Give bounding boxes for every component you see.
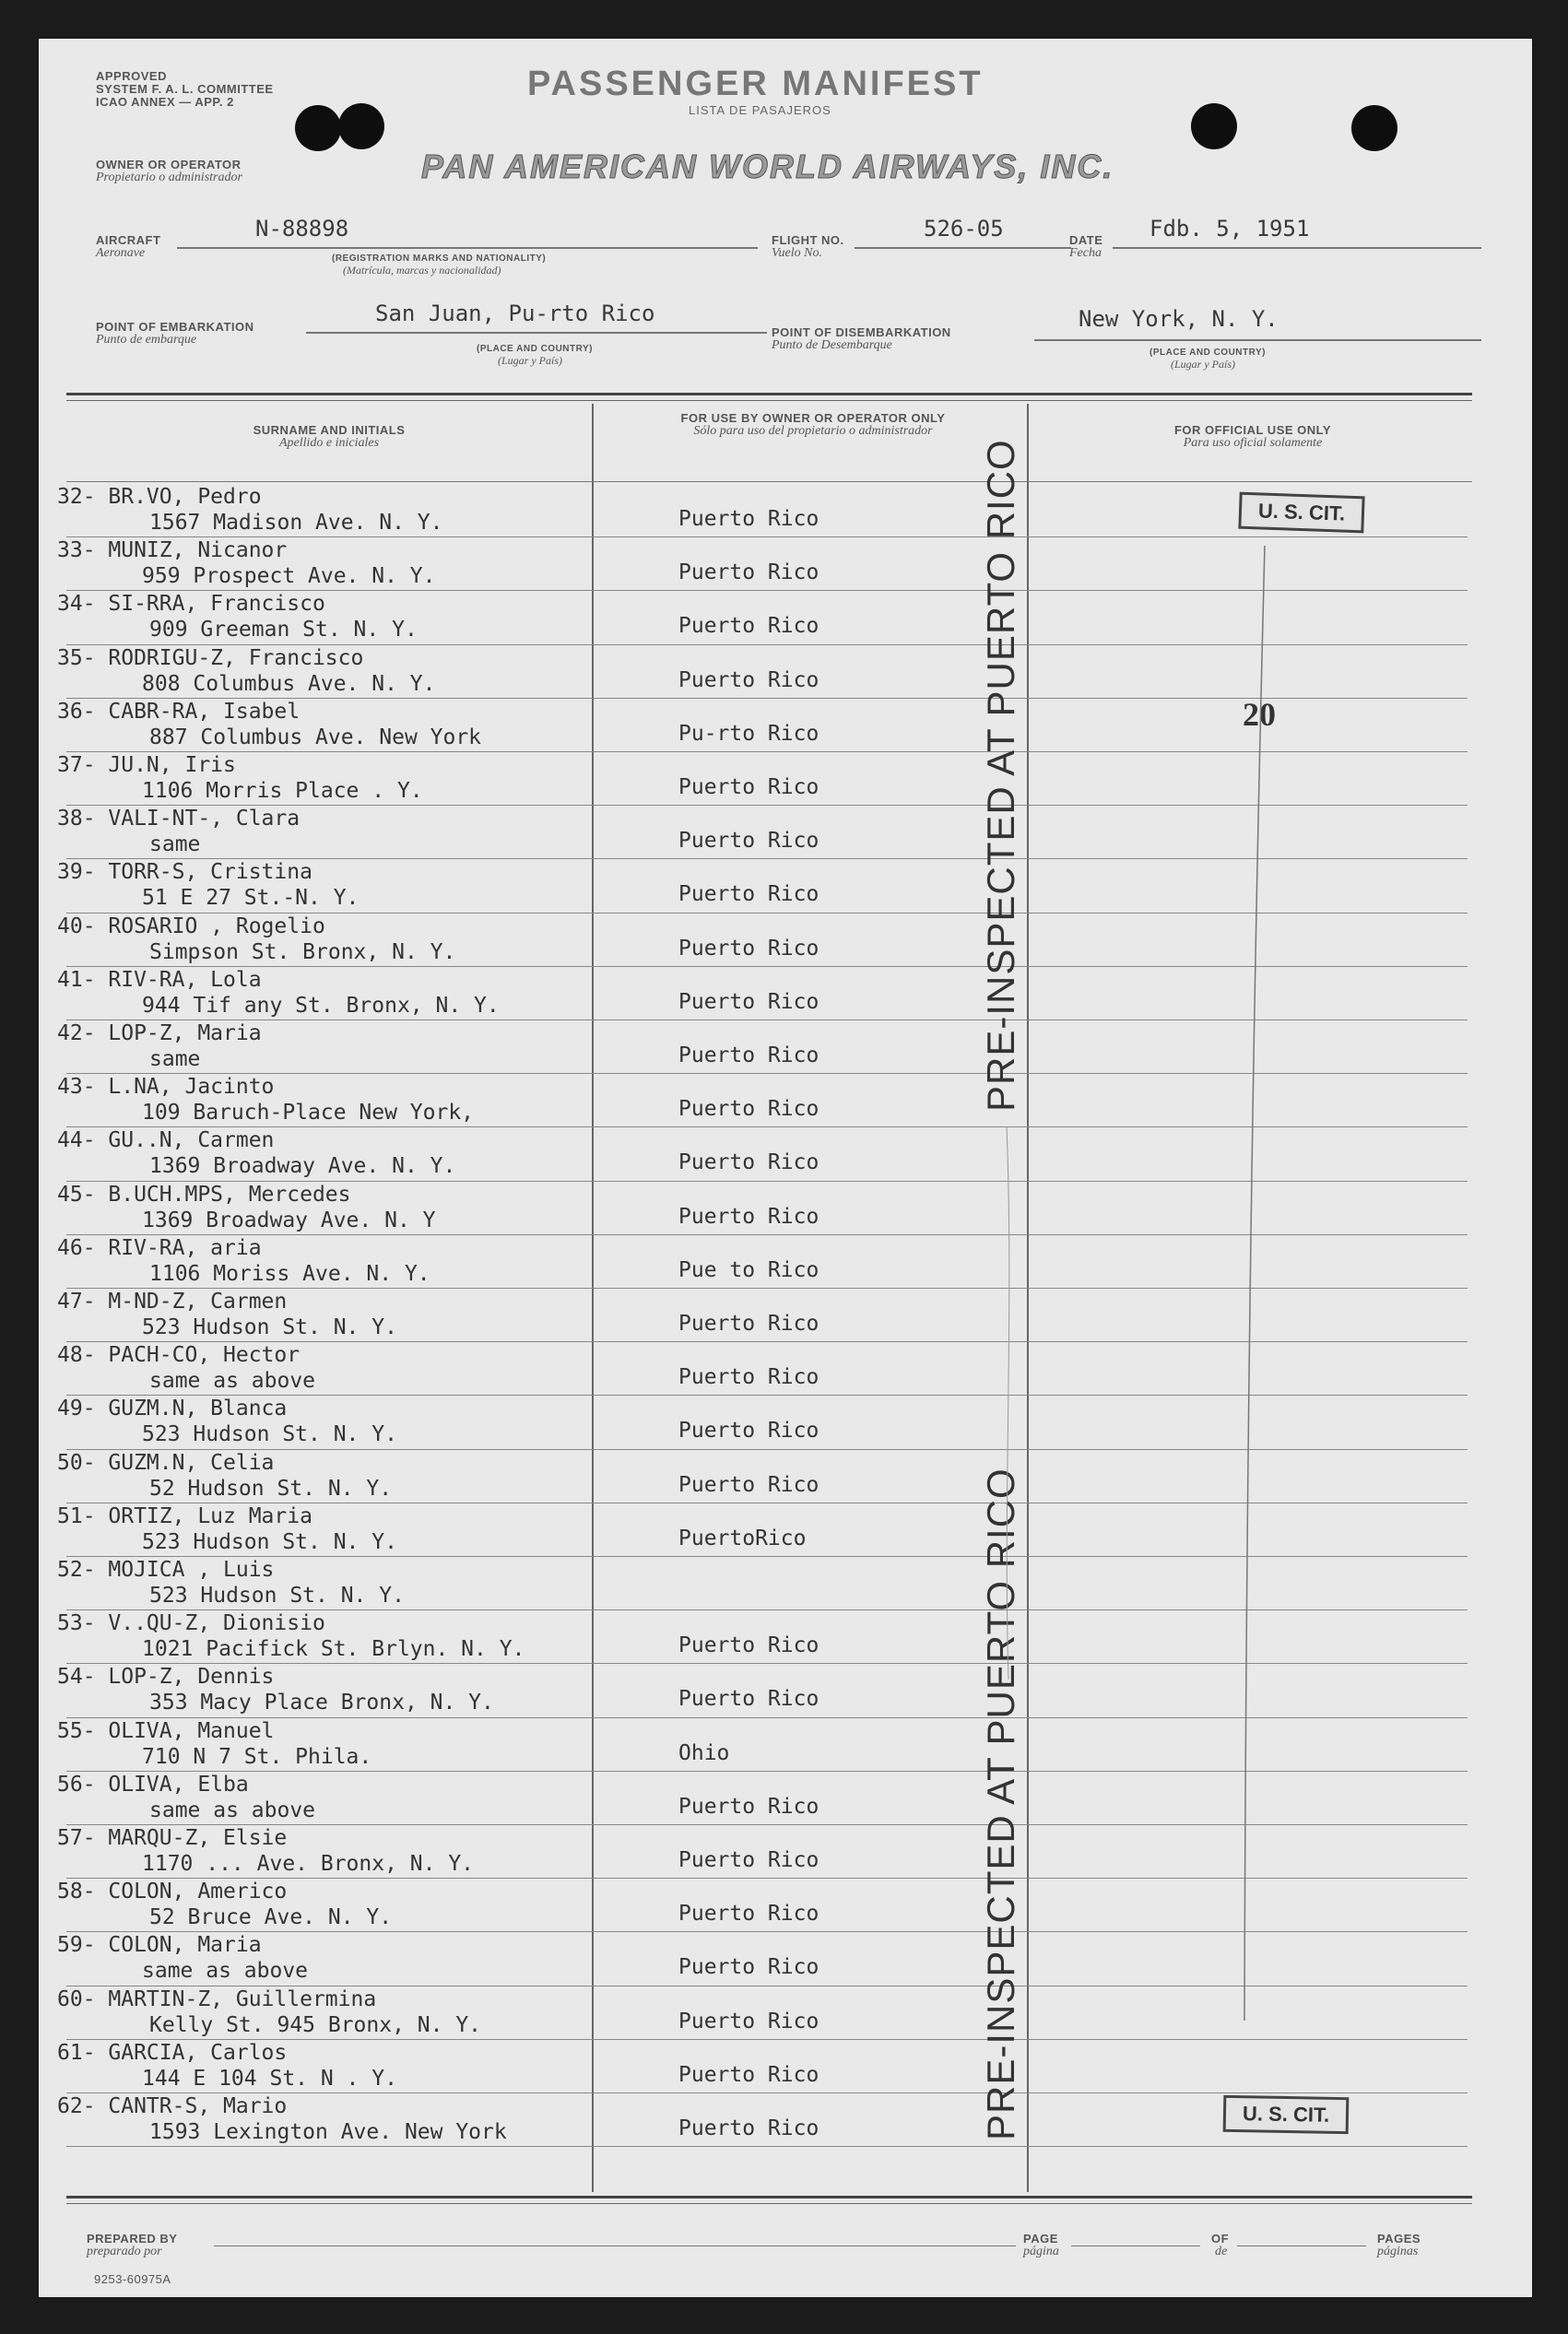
- flight-no-value: 526-05: [924, 216, 1004, 242]
- passenger-country: Pu-rto Rico: [678, 721, 819, 746]
- punch-hole: [295, 105, 341, 151]
- passenger-country: Puerto Rico: [678, 989, 819, 1014]
- row-divider: [66, 2092, 1468, 2093]
- col-header-surname: [66, 424, 592, 450]
- passenger-country: Puerto Rico: [678, 507, 819, 531]
- passenger-name: 47- M-ND-Z, Carmen: [57, 1290, 288, 1314]
- passenger-country: Puerto Rico: [678, 829, 819, 854]
- passenger-country: Puerto Rico: [678, 2009, 819, 2033]
- passenger-name: 57- MARQU-Z, Elsie: [57, 1826, 288, 1850]
- passenger-address: 959 Prospect Ave. N. Y.: [142, 564, 436, 589]
- passenger-address: 523 Hudson St. N. Y.: [142, 1529, 397, 1554]
- flight-no-label: FLIGHT NO.: [772, 233, 844, 247]
- owner-label-es: Propietario o administrador: [96, 171, 242, 184]
- embark-label-es: Punto de embarque: [96, 333, 197, 347]
- passenger-country: Puerto Rico: [678, 882, 819, 907]
- passenger-address: Simpson St. Bronx, N. Y.: [149, 939, 456, 964]
- passenger-name: 44- GU..N, Carmen: [57, 1128, 275, 1153]
- of-label: OF: [1211, 2232, 1230, 2246]
- punch-hole: [1351, 105, 1397, 151]
- owner-label: OWNER OR OPERATOR: [96, 158, 242, 171]
- passenger-name: 46- RIV-RA, aria: [57, 1235, 262, 1260]
- passenger-name: 40- ROSARIO , Rogelio: [57, 914, 325, 938]
- passenger-name: 39- TORR-S, Cristina: [57, 860, 312, 885]
- passenger-address: 51 E 27 St.-N. Y.: [142, 886, 360, 911]
- manifest-sheet: [39, 39, 1532, 2297]
- passenger-country: Puerto Rico: [678, 1204, 819, 1229]
- passenger-name: 53- V..QU-Z, Dionisio: [57, 1611, 325, 1636]
- passenger-name: 54- LOP-Z, Dennis: [57, 1665, 275, 1690]
- passenger-name: 41- RIV-RA, Lola: [57, 967, 262, 992]
- passenger-name: 35- RODRIGU-Z, Francisco: [57, 645, 364, 670]
- passenger-country: Puerto Rico: [678, 1365, 819, 1390]
- col-header-surname-label-es: Apellido e iniciales: [278, 436, 380, 450]
- passenger-address: 1106 Moriss Ave. N. Y.: [149, 1261, 430, 1286]
- embark-label: POINT OF EMBARKATION: [96, 320, 254, 334]
- passenger-address: 909 Greeman St. N. Y.: [149, 618, 418, 642]
- airline-name: PAN AMERICAN WORLD AIRWAYS, INC.: [421, 147, 1114, 185]
- passenger-country: Puerto Rico: [678, 1097, 819, 1122]
- passenger-address: 523 Hudson St. N. Y.: [142, 1422, 397, 1447]
- pages-label: PAGES: [1377, 2232, 1421, 2246]
- col-header-official-label: FOR OFFICIAL USE ONLY: [1173, 423, 1332, 437]
- aircraft-label-es: Aeronave: [96, 246, 146, 260]
- col-header-owner-label-es: Sólo para uso del propietario o administrador: [693, 424, 933, 438]
- passenger-address: 1567 Madison Ave. N. Y.: [149, 511, 443, 535]
- passenger-name: 62- CANTR-S, Mario: [57, 2094, 288, 2118]
- passenger-name: 61- GARCIA, Carlos: [57, 2040, 288, 2065]
- approved-line: SYSTEM F. A. L. COMMITTEE: [96, 82, 274, 96]
- page-label: PAGE: [1023, 2232, 1058, 2246]
- disembark-place-label: (PLACE AND COUNTRY): [1149, 348, 1266, 358]
- punch-hole: [338, 103, 384, 149]
- approved-line: APPROVED: [96, 69, 167, 83]
- passenger-name: 33- MUNIZ, Nicanor: [57, 538, 288, 563]
- embark-value: San Juan, Pu-rto Rico: [375, 301, 655, 326]
- pencil-mark: [1228, 536, 1283, 2030]
- passenger-name: 59- COLON, Maria: [57, 1933, 262, 1958]
- page-subtitle: LISTA DE PASAJEROS: [689, 103, 831, 117]
- passenger-name: 32- BR.VO, Pedro: [57, 485, 262, 509]
- passenger-address: 523 Hudson St. N. Y.: [149, 1584, 405, 1608]
- date-label-es: Fecha: [1069, 246, 1102, 260]
- aircraft-value: N-88898: [255, 216, 349, 242]
- passenger-country: Puerto Rico: [678, 936, 819, 961]
- prepared-by-label-es: preparado por: [87, 2245, 162, 2258]
- embark-place-label-es: (Lugar y País): [498, 354, 562, 367]
- passenger-name: 52- MOJICA , Luis: [57, 1558, 275, 1582]
- registration-label-es: (Matrícula, marcas y nacionalidad): [343, 264, 501, 277]
- row-divider: [66, 2039, 1468, 2040]
- passenger-country: Puerto Rico: [678, 1472, 819, 1497]
- col-header-official: [1027, 424, 1479, 450]
- passenger-country: Puerto Rico: [678, 1419, 819, 1444]
- passenger-address: 808 Columbus Ave. N. Y.: [142, 671, 436, 696]
- pages-label-es: páginas: [1377, 2245, 1419, 2258]
- punch-hole: [1191, 103, 1237, 149]
- passenger-name: 36- CABR-RA, Isabel: [57, 699, 301, 724]
- passenger-country: Puerto Rico: [678, 1848, 819, 1872]
- passenger-address: 1369 Broadway Ave. N. Y: [142, 1208, 436, 1232]
- passenger-address: same: [149, 1047, 201, 1071]
- form-number: 9253-60975A: [94, 2272, 171, 2286]
- passenger-country: Puerto Rico: [678, 667, 819, 692]
- passenger-name: 56- OLIVA, Elba: [57, 1772, 249, 1797]
- passenger-country: PuertoRico: [678, 1526, 807, 1550]
- passenger-address: 1106 Morris Place . Y.: [142, 779, 423, 803]
- col-header-owner: [675, 412, 951, 438]
- passenger-name: 51- ORTIZ, Luz Maria: [57, 1503, 312, 1528]
- us-cit-stamp: U. S. CIT.: [1223, 2095, 1350, 2134]
- passenger-address: 1593 Lexington Ave. New York: [149, 2120, 507, 2144]
- passenger-country: Pue to Rico: [678, 1257, 819, 1282]
- passenger-country: Puerto Rico: [678, 614, 819, 639]
- passenger-country: Puerto Rico: [678, 560, 819, 585]
- passenger-country: Puerto Rico: [678, 1312, 819, 1336]
- passenger-name: 42- LOP-Z, Maria: [57, 1021, 262, 1045]
- passenger-address: same as above: [149, 1798, 316, 1822]
- pre-inspected-stamp: PRE-INSPECTED AT PUERTO RICO: [979, 439, 1022, 1112]
- date-value: Fdb. 5, 1951: [1149, 216, 1310, 242]
- passenger-address: Kelly St. 945 Bronx, N. Y.: [149, 2012, 482, 2037]
- passenger-country: Puerto Rico: [678, 775, 819, 799]
- passenger-address: 353 Macy Place Bronx, N. Y.: [149, 1691, 494, 1715]
- passenger-name: 37- JU.N, Iris: [57, 753, 236, 777]
- passenger-address: same: [149, 832, 201, 857]
- passenger-address: 523 Hudson St. N. Y.: [142, 1315, 397, 1339]
- col-header-surname-label: SURNAME AND INITIALS: [253, 423, 406, 437]
- disembark-value: New York, N. Y.: [1079, 306, 1279, 332]
- embark-place-label: (PLACE AND COUNTRY): [477, 344, 593, 354]
- col-header-official-label-es: Para uso oficial solamente: [1183, 436, 1323, 450]
- disembark-place-label-es: (Lugar y País): [1171, 358, 1235, 371]
- passenger-name: 58- COLON, Americo: [57, 1880, 288, 1904]
- prepared-by-label: PREPARED BY: [87, 2232, 178, 2246]
- of-label-es: de: [1215, 2245, 1228, 2258]
- passenger-name: 34- SI-RRA, Francisco: [57, 592, 325, 617]
- disembark-label-es: Punto de Desembarque: [772, 338, 892, 352]
- passenger-address: 1170 ... Ave. Bronx, N. Y.: [142, 1852, 475, 1876]
- passenger-country: Puerto Rico: [678, 1687, 819, 1712]
- passenger-name: 48- PACH-CO, Hector: [57, 1343, 301, 1368]
- registration-label: (REGISTRATION MARKS AND NATIONALITY): [332, 253, 547, 264]
- passenger-country: Puerto Rico: [678, 1043, 819, 1067]
- col-header-owner-label: FOR USE BY OWNER OR OPERATOR ONLY: [680, 411, 946, 425]
- pre-inspected-stamp: PRE-INSPECTED AT PUERTO RICO: [979, 1468, 1022, 2140]
- passenger-address: 710 N 7 St. Phila.: [142, 1744, 372, 1769]
- passenger-country: Puerto Rico: [678, 2116, 819, 2140]
- passenger-country: Puerto Rico: [678, 1794, 819, 1819]
- flight-no-label-es: Vuelo No.: [772, 246, 822, 260]
- approved-block: [96, 70, 274, 109]
- page-label-es: página: [1023, 2245, 1059, 2258]
- passenger-address: 887 Columbus Ave. New York: [149, 725, 482, 749]
- passenger-name: 50- GUZM.N, Celia: [57, 1450, 275, 1475]
- official-count: 20: [1243, 696, 1276, 733]
- passenger-address: 52 Bruce Ave. N. Y.: [149, 1905, 393, 1930]
- passenger-address: same as above: [142, 1959, 309, 1984]
- passenger-address: 144 E 104 St. N . Y.: [142, 2066, 397, 2091]
- passenger-address: 944 Tif any St. Bronx, N. Y.: [142, 993, 500, 1018]
- page-title: PASSENGER MANIFEST: [527, 65, 984, 103]
- date-label: DATE: [1069, 233, 1103, 247]
- pencil-mark: [997, 1126, 1025, 1680]
- passenger-name: 60- MARTIN-Z, Guillermina: [57, 1986, 377, 2011]
- approved-line: ICAO ANNEX — APP. 2: [96, 95, 234, 109]
- passenger-country: Puerto Rico: [678, 1150, 819, 1175]
- passenger-address: 109 Baruch-Place New York,: [142, 1101, 475, 1126]
- passenger-address: 52 Hudson St. N. Y.: [149, 1476, 393, 1501]
- us-cit-stamp: U. S. CIT.: [1238, 492, 1364, 534]
- passenger-name: 38- VALI-NT-, Clara: [57, 807, 301, 831]
- passenger-name: 45- B.UCH.MPS, Mercedes: [57, 1182, 351, 1207]
- row-divider: [66, 2146, 1468, 2147]
- passenger-country: Puerto Rico: [678, 1955, 819, 1980]
- passenger-name: 43- L.NA, Jacinto: [57, 1075, 275, 1100]
- aircraft-label: AIRCRAFT: [96, 233, 161, 247]
- passenger-country: Puerto Rico: [678, 2062, 819, 2087]
- passenger-address: 1021 Pacifick St. Brlyn. N. Y.: [142, 1637, 525, 1662]
- passenger-country: Puerto Rico: [678, 1902, 819, 1927]
- passenger-country: Puerto Rico: [678, 1633, 819, 1658]
- disembark-label: POINT OF DISEMBARKATION: [772, 325, 951, 339]
- passenger-name: 55- OLIVA, Manuel: [57, 1718, 275, 1743]
- passenger-address: same as above: [149, 1369, 316, 1394]
- passenger-address: 1369 Broadway Ave. N. Y.: [149, 1154, 456, 1179]
- passenger-name: 49- GUZM.N, Blanca: [57, 1397, 288, 1421]
- passenger-country: Ohio: [678, 1740, 730, 1765]
